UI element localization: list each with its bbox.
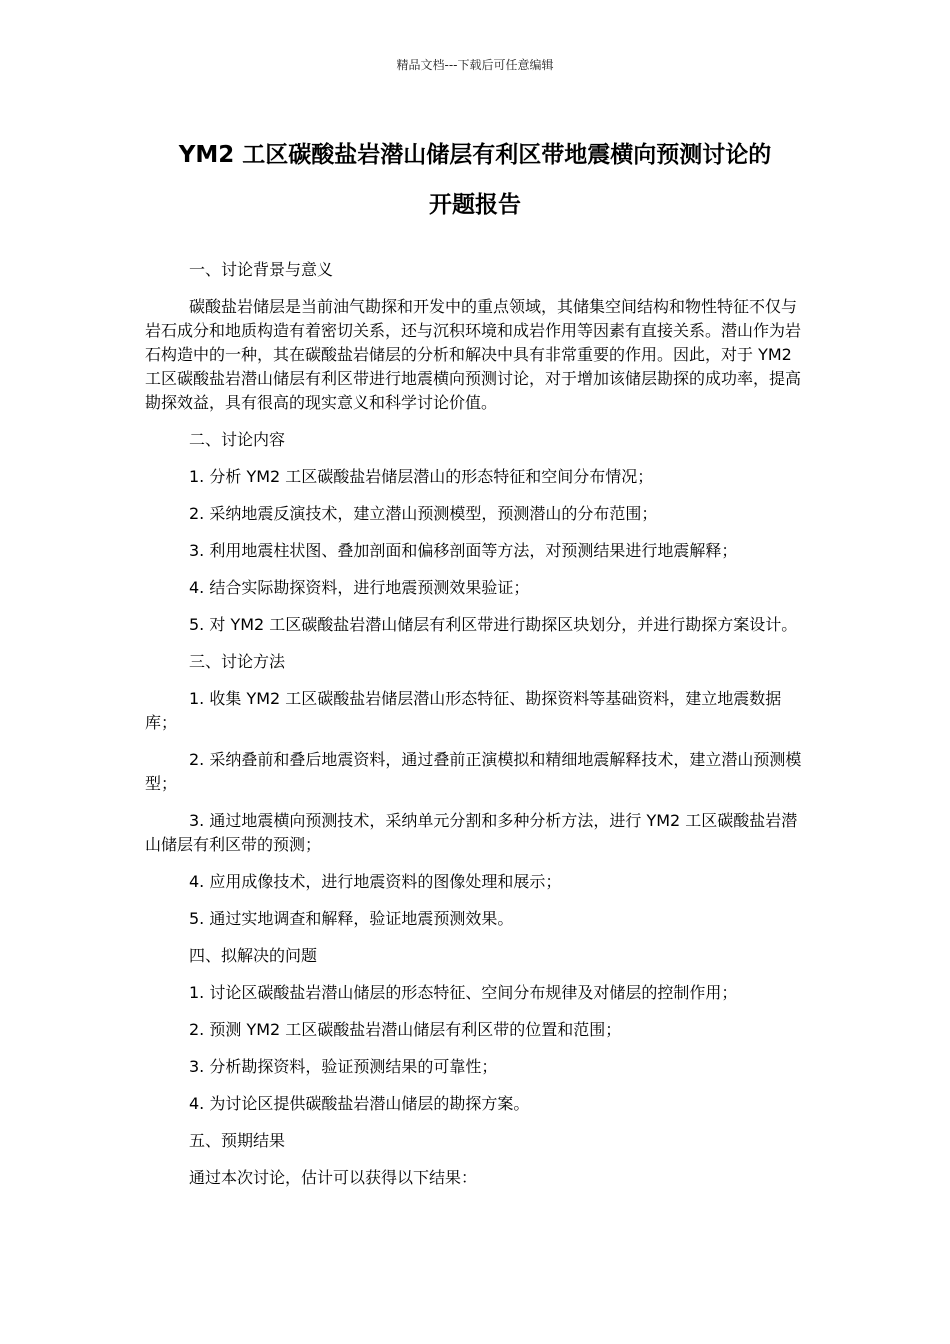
content-item-5: 5. 对 YM2 工区碳酸盐岩潜山储层有利区带进行勘探区块划分，并进行勘探方案设计。	[189, 615, 798, 634]
problem-item-1: 1. 讨论区碳酸盐岩潜山储层的形态特征、空间分布规律及对储层的控制作用；	[189, 983, 738, 1002]
document-body	[145, 258, 807, 1203]
method-item-3: 3. 通过地震横向预测技术，采纳单元分割和多种分析方法，进行 YM2 工区碳酸盐岩潜山储层有利区带的预测；	[145, 811, 798, 854]
content-item-3: 3. 利用地震柱状图、叠加剖面和偏移剖面等方法，对预测结果进行地震解释；	[189, 541, 738, 560]
section-heading-background: 一、讨论背景与意义	[189, 260, 334, 279]
method-item-5: 5. 通过实地调查和解释，验证地震预测效果。	[189, 909, 514, 928]
problem-item-4: 4. 为讨论区提供碳酸盐岩潜山储层的勘探方案。	[189, 1094, 530, 1113]
problem-item-2: 2. 预测 YM2 工区碳酸盐岩潜山储层有利区带的位置和范围；	[189, 1020, 622, 1039]
title-line-1: YM2 工区碳酸盐岩潜山储层有利区带地震横向预测讨论的	[178, 142, 772, 168]
page-header: 精品文档---下载后可任意编辑	[396, 58, 554, 72]
section-heading-content: 二、讨论内容	[189, 430, 286, 449]
method-item-2: 2. 采纳叠前和叠后地震资料，通过叠前正演模拟和精细地震解释技术，建立潜山预测模型；	[145, 750, 802, 793]
content-item-4: 4. 结合实际勘探资料，进行地震预测效果验证；	[189, 578, 530, 597]
method-item-4: 4. 应用成像技术，进行地震资料的图像处理和展示；	[189, 872, 562, 891]
problem-item-3: 3. 分析勘探资料，验证预测结果的可靠性；	[189, 1057, 498, 1076]
section-heading-problems: 四、拟解决的问题	[189, 946, 318, 965]
section-heading-results: 五、预期结果	[189, 1131, 286, 1150]
title-line-2: 开题报告	[429, 192, 521, 218]
document-title	[100, 130, 850, 230]
content-item-2: 2. 采纳地震反演技术，建立潜山预测模型，预测潜山的分布范围；	[189, 504, 658, 523]
paragraph-results-intro: 通过本次讨论，估计可以获得以下结果：	[189, 1168, 478, 1187]
content-item-1: 1. 分析 YM2 工区碳酸盐岩储层潜山的形态特征和空间分布情况；	[189, 467, 654, 486]
paragraph-background: 碳酸盐岩储层是当前油气勘探和开发中的重点领域，其储集空间结构和物性特征不仅与岩石成分和地质构造有着密切关系，还与沉积环境和成岩作用等因素有直接关系。潜山作为岩石构造中的一种，其在碳酸盐岩储层的分析和解决中具有非常重要的作用。因此，对于 YM2 工区碳酸盐岩潜山储层有利区带进行地震横向预测讨论，对于增加该储层勘探的成功率，提高勘探效益，具有很高的现实意义和科学讨论价值。	[145, 297, 802, 412]
section-heading-methods: 三、讨论方法	[189, 652, 286, 671]
method-item-1: 1. 收集 YM2 工区碳酸盐岩储层潜山形态特征、勘探资料等基础资料，建立地震数据库；	[145, 689, 782, 732]
